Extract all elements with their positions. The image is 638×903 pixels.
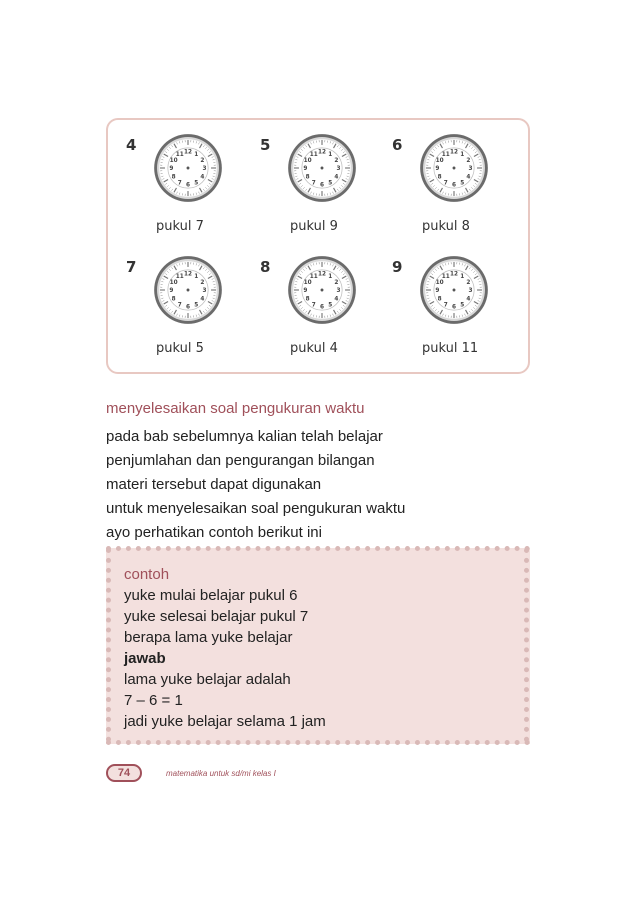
clock-numeral: 2 bbox=[200, 279, 205, 286]
clock-center-dot bbox=[453, 167, 456, 170]
clock-numeral: 5 bbox=[328, 302, 333, 309]
body-line: untuk menyelesaikan soal pengukuran waktu bbox=[106, 500, 406, 517]
clock-numeral: 9 bbox=[169, 166, 174, 173]
clock-numeral: 1 bbox=[328, 273, 333, 280]
dotted-border-left bbox=[106, 548, 111, 742]
clock-numeral: 8 bbox=[305, 174, 310, 181]
clock-numeral: 3 bbox=[336, 288, 341, 295]
clock-numeral: 5 bbox=[460, 302, 465, 309]
blank-clock-icon[interactable] bbox=[418, 254, 490, 326]
clock-exercise-4 bbox=[110, 122, 248, 246]
clock-numeral: 8 bbox=[171, 174, 176, 181]
clock-numeral: 6 bbox=[319, 304, 325, 311]
clock-numeral: 9 bbox=[169, 288, 174, 295]
clock-numeral: 7 bbox=[443, 302, 448, 309]
clock-numeral: 11 bbox=[309, 273, 318, 280]
clock-exercise-6 bbox=[376, 122, 514, 246]
body-line: penjumlahan dan pengurangan bilangan bbox=[106, 452, 375, 469]
clock-numeral: 5 bbox=[328, 180, 333, 187]
clock-numeral: 6 bbox=[319, 182, 325, 189]
blank-clock-icon[interactable] bbox=[286, 254, 358, 326]
clock-exercise-9 bbox=[376, 244, 514, 368]
exercise-number: 6 bbox=[392, 136, 403, 154]
clock-numeral: 10 bbox=[435, 279, 444, 286]
exercise-number: 9 bbox=[392, 258, 403, 276]
clock-numeral: 7 bbox=[311, 302, 316, 309]
clock-numeral: 3 bbox=[202, 288, 207, 295]
exercise-number: 4 bbox=[126, 136, 137, 154]
clock-numeral: 2 bbox=[200, 157, 205, 164]
clock-numeral: 2 bbox=[466, 157, 471, 164]
clock-numeral: 3 bbox=[336, 166, 341, 173]
clock-numeral: 5 bbox=[194, 302, 199, 309]
clock-numeral: 9 bbox=[435, 166, 440, 173]
blank-clock-icon[interactable] bbox=[286, 132, 358, 204]
exercise-caption: pukul 9 bbox=[290, 219, 338, 234]
exercise-number: 7 bbox=[126, 258, 137, 276]
clock-numeral: 7 bbox=[311, 180, 316, 187]
clock-numeral: 10 bbox=[303, 157, 312, 164]
clock-numeral: 11 bbox=[441, 151, 450, 158]
clock-numeral: 9 bbox=[303, 288, 308, 295]
clock-center-dot bbox=[187, 289, 190, 292]
clock-numeral: 4 bbox=[200, 296, 205, 303]
clock-numeral: 12 bbox=[183, 149, 193, 156]
clock-numeral: 4 bbox=[466, 174, 471, 181]
exercise-number: 5 bbox=[260, 136, 271, 154]
body-line: materi tersebut dapat digunakan bbox=[106, 476, 322, 493]
exercise-caption: pukul 7 bbox=[156, 219, 204, 234]
clock-exercise-5 bbox=[244, 122, 382, 246]
blank-clock-icon[interactable] bbox=[152, 132, 224, 204]
page-number-badge: 74 bbox=[106, 764, 142, 782]
clock-numeral: 3 bbox=[468, 166, 473, 173]
footer-book-title: matematika untuk sd/mi kelas I bbox=[166, 769, 276, 778]
dotted-border-top bbox=[106, 546, 530, 551]
clock-numeral: 11 bbox=[441, 273, 450, 280]
clock-numeral: 2 bbox=[334, 157, 339, 164]
clock-numeral: 8 bbox=[171, 296, 176, 303]
example-line: berapa lama yuke belajar bbox=[124, 629, 293, 646]
clock-numeral: 10 bbox=[169, 157, 178, 164]
answer-line: jadi yuke belajar selama 1 jam bbox=[124, 713, 326, 730]
clock-numeral: 5 bbox=[460, 180, 465, 187]
example-line: yuke selesai belajar pukul 7 bbox=[124, 608, 309, 625]
blank-clock-icon[interactable] bbox=[152, 254, 224, 326]
clock-numeral: 3 bbox=[468, 288, 473, 295]
clock-numeral: 6 bbox=[451, 304, 457, 311]
clock-numeral: 7 bbox=[177, 180, 182, 187]
exercise-caption: pukul 4 bbox=[290, 341, 338, 356]
answer-line: lama yuke belajar adalah bbox=[124, 671, 291, 688]
clock-numeral: 10 bbox=[435, 157, 444, 164]
clock-numeral: 11 bbox=[175, 273, 184, 280]
clock-numeral: 12 bbox=[449, 271, 459, 278]
clock-center-dot bbox=[453, 289, 456, 292]
clock-exercise-box bbox=[106, 118, 530, 374]
exercise-number: 8 bbox=[260, 258, 271, 276]
clock-numeral: 10 bbox=[169, 279, 178, 286]
clock-numeral: 1 bbox=[194, 151, 199, 158]
exercise-caption: pukul 11 bbox=[422, 341, 479, 356]
blank-clock-icon[interactable] bbox=[418, 132, 490, 204]
clock-numeral: 8 bbox=[437, 296, 442, 303]
clock-numeral: 1 bbox=[460, 273, 465, 280]
example-line: yuke mulai belajar pukul 6 bbox=[124, 587, 298, 604]
clock-numeral: 4 bbox=[334, 296, 339, 303]
clock-numeral: 12 bbox=[183, 271, 193, 278]
clock-numeral: 11 bbox=[309, 151, 318, 158]
clock-numeral: 3 bbox=[202, 166, 207, 173]
body-line: pada bab sebelumnya kalian telah belajar bbox=[106, 428, 383, 445]
exercise-caption: pukul 5 bbox=[156, 341, 204, 356]
clock-numeral: 4 bbox=[466, 296, 471, 303]
dotted-border-right bbox=[524, 548, 529, 742]
clock-numeral: 6 bbox=[185, 304, 191, 311]
clock-exercise-7 bbox=[110, 244, 248, 368]
clock-center-dot bbox=[321, 167, 324, 170]
dotted-border-bottom bbox=[106, 740, 530, 745]
clock-numeral: 10 bbox=[303, 279, 312, 286]
clock-numeral: 4 bbox=[200, 174, 205, 181]
clock-numeral: 9 bbox=[303, 166, 308, 173]
example-title: contoh bbox=[124, 566, 170, 583]
clock-numeral: 1 bbox=[328, 151, 333, 158]
section-heading: menyelesaikan soal pengukuran waktu bbox=[106, 400, 365, 417]
clock-numeral: 6 bbox=[451, 182, 457, 189]
clock-numeral: 2 bbox=[334, 279, 339, 286]
clock-numeral: 12 bbox=[449, 149, 459, 156]
clock-numeral: 1 bbox=[460, 151, 465, 158]
clock-numeral: 1 bbox=[194, 273, 199, 280]
clock-numeral: 9 bbox=[435, 288, 440, 295]
clock-numeral: 8 bbox=[437, 174, 442, 181]
clock-numeral: 7 bbox=[443, 180, 448, 187]
clock-center-dot bbox=[187, 167, 190, 170]
clock-numeral: 12 bbox=[317, 149, 327, 156]
answer-label: jawab bbox=[124, 650, 166, 667]
clock-numeral: 11 bbox=[175, 151, 184, 158]
clock-center-dot bbox=[321, 289, 324, 292]
body-line: ayo perhatikan contoh berikut ini bbox=[106, 524, 322, 541]
clock-numeral: 12 bbox=[317, 271, 327, 278]
clock-numeral: 4 bbox=[334, 174, 339, 181]
answer-line: 7 – 6 = 1 bbox=[124, 692, 183, 709]
clock-numeral: 6 bbox=[185, 182, 191, 189]
clock-numeral: 8 bbox=[305, 296, 310, 303]
clock-numeral: 7 bbox=[177, 302, 182, 309]
clock-numeral: 2 bbox=[466, 279, 471, 286]
clock-exercise-8 bbox=[244, 244, 382, 368]
clock-numeral: 5 bbox=[194, 180, 199, 187]
exercise-caption: pukul 8 bbox=[422, 219, 470, 234]
